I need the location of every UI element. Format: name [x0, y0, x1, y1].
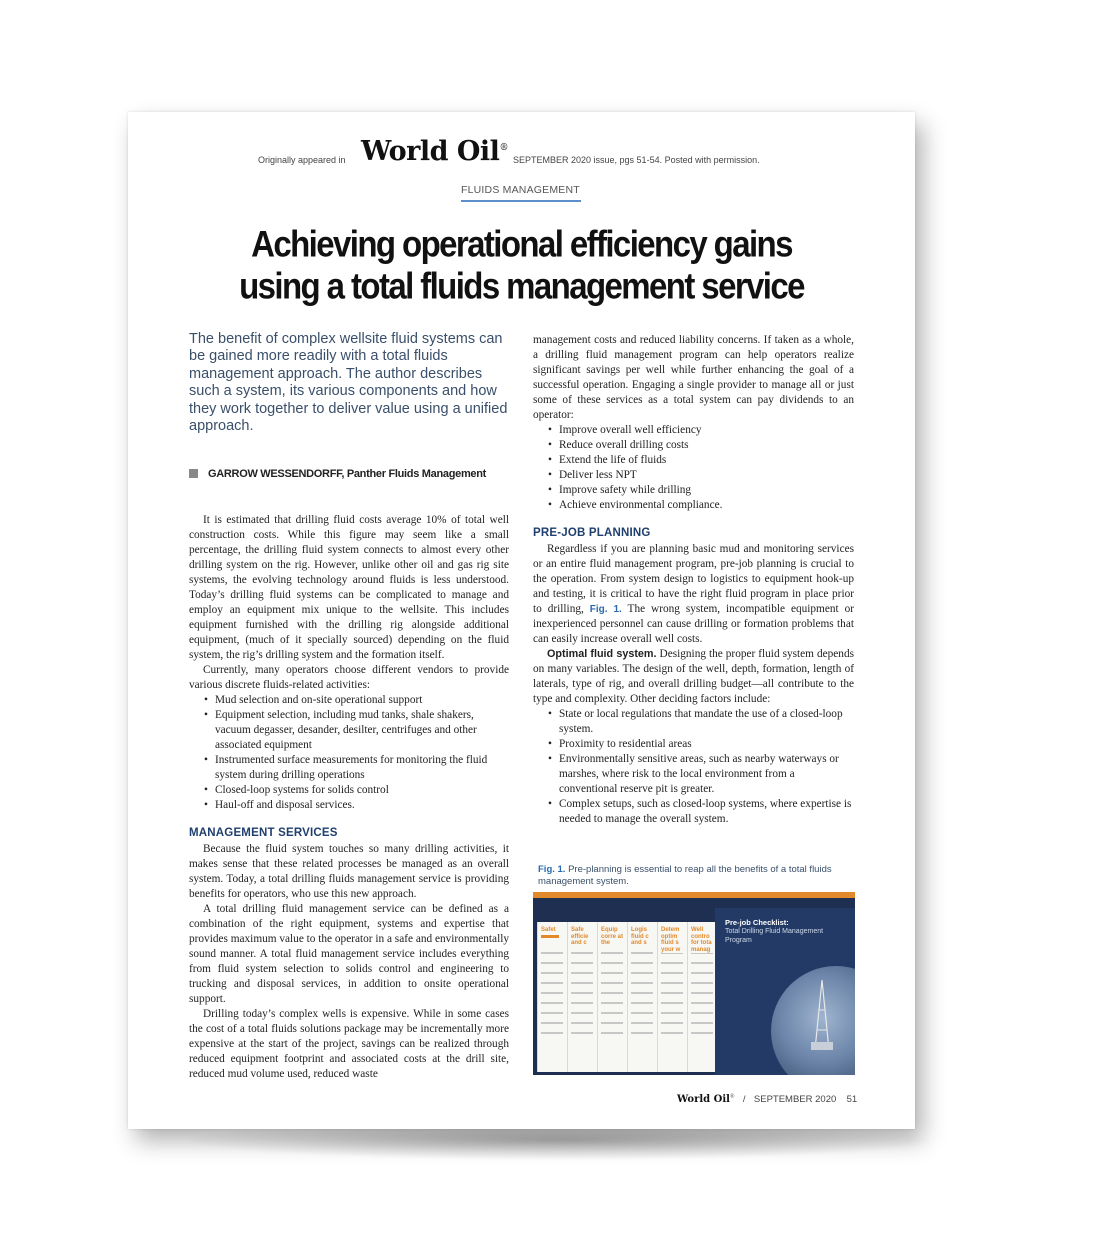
issue-note: SEPTEMBER 2020 issue, pgs 51-54. Posted with permission. [513, 155, 760, 165]
checklist-card [627, 922, 658, 1072]
paragraph: Drilling today’s complex wells is expensive. While in some cases the cost of a total fluids solutions package may be incrementally more expensive at the start of the project, savings can be realized through reduced equipment footprint and associated costs at the drill site, reduced mud volume used, reduced waste [189, 1008, 509, 1080]
run-in-heading: Optimal fluid system. [547, 648, 657, 660]
list-item: • Environmentally sensitive areas, such as nearby waterways or marshes, where risk to the local environment from a conventional reserve pit is greater. [559, 752, 854, 797]
checklist-card [597, 922, 628, 1072]
figure-reference-link[interactable]: Fig. 1. [589, 604, 622, 615]
footer-registered-mark: ® [729, 1094, 735, 1100]
world-oil-logo [361, 136, 508, 167]
originally-appeared-label: Originally appeared in [258, 155, 346, 165]
figure-label: Fig. 1. [538, 864, 566, 875]
paragraph [533, 542, 854, 647]
checklist-subtitle: Total Drilling Fluid Management Program [725, 928, 824, 944]
figure-caption-text: Pre-planning is essential to reap all the benefits of a total fluids management system. [538, 864, 832, 887]
list-item: • Proximity to residential areas [559, 737, 854, 752]
section-label: FLUIDS MANAGEMENT [461, 184, 580, 196]
list-item: • State or local regulations that mandate the use of a closed-loop system. [559, 707, 854, 737]
paragraph: It is estimated that drilling fluid costs average 10% of total well construction costs. While this figure may seem like a small percentage, the drilling fluid system connects to almost every other drilling system on the rig. However, unlike other oil and gas rig site systems, the evolving technology around fluids is less understood. Today’s drilling fluid systems can be complicated to manage and employ an equipment mix unique to the wellsite. This includes equipment furnished with the drilling rig alongside additional equipment, (much of it specially sourced) depending on the fluid system, the rig’s drilling system and the formation itself. [189, 514, 509, 661]
checklist-card-heading: Well contro for tota manag [691, 927, 717, 953]
checklist-card-heading: Equip corre at the [601, 927, 627, 947]
article-title-line-2: using a total fluids management service [239, 265, 804, 307]
byline-square-icon [189, 469, 198, 478]
figure-image [533, 892, 855, 1075]
list-item: • Complex setups, such as closed-loop systems, where expertise is needed to manage the overall system. [559, 797, 854, 827]
list-item: • Instrumented surface measurements for monitoring the fluid system during drilling operations [215, 753, 509, 783]
benefits-list [533, 423, 854, 513]
list-item: • Reduce overall drilling costs [559, 438, 854, 453]
checklist-card [567, 922, 598, 1072]
activities-list [189, 693, 509, 813]
checklist-card-heading: Safe efficie and c [571, 927, 597, 947]
article-title-line-1: Achieving operational efficiency gains [251, 223, 792, 265]
paragraph: Because the fluid system touches so many drilling activities, it makes sense that these related processes be managed as an overall system. Today, a total drilling fluids management service is providing benefits for operators, who use this new approach. [189, 843, 509, 900]
left-column [189, 513, 509, 1082]
figure-orange-bar [533, 892, 855, 898]
checklist-card-heading: Logis fluid c and s [631, 927, 657, 947]
deciding-factors-list [533, 707, 854, 827]
footer-date: SEPTEMBER 2020 [753, 1094, 837, 1106]
world-oil-logo-text: World Oil [361, 136, 500, 167]
list-item: • Mud selection and on-site operational support [215, 693, 509, 708]
checklist-card [687, 922, 718, 1072]
paragraph-text: Designing the proper fluid system depends on many variables. The design of the well, depth, formation, length of laterals, type of rig, and overall drilling budget—all contribute to the type and complexity. Other deciding factors include: [533, 648, 854, 705]
paragraph: management costs and reduced liability concerns. If taken as a whole, a drilling fluid management program can help operators realize significant savings per well while further enhancing the goal of a successful operation. Engaging a single provider to manage all or just some of these services as a total system can pay dividends to an operator: [533, 334, 854, 421]
paragraph [533, 647, 854, 707]
right-column [533, 333, 854, 827]
paragraph: Currently, many operators choose different vendors to provide various discrete fluids-related activities: [189, 664, 509, 691]
list-item: • Equipment selection, including mud tanks, shale shakers, vacuum degasser, desander, desilter, centrifuges and other associated equipment [215, 708, 509, 753]
list-item: • Improve safety while drilling [559, 483, 854, 498]
page-footer [677, 1094, 857, 1105]
list-item: • Haul-off and disposal services. [215, 798, 509, 813]
lead-paragraph: The benefit of complex wellsite fluid systems can be gained more readily with a total fluids management approach. The author describes such a system, its various components and how they work together to deliver value using a unified approach. [189, 331, 508, 435]
checklist-card [657, 922, 688, 1072]
checklist-card [537, 922, 568, 1072]
checklist-card-heading: Safet [541, 927, 567, 934]
paragraph: A total drilling fluid management service can be defined as a combination of the right equipment, systems and expertise that provides maximum value to the operator in a safe and environmentally sound manner. A total fluid management service includes everything from fluid system selection to solids control and engineering to trucking and disposal services, in addition to onsite operational support. [189, 903, 509, 1005]
section-underline [461, 200, 581, 202]
list-item: • Deliver less NPT [559, 468, 854, 483]
list-item: • Extend the life of fluids [559, 453, 854, 468]
checklist-card-heading: Detem optim fluid s your w [661, 927, 687, 953]
registered-mark: ® [499, 143, 508, 153]
author-byline [189, 468, 486, 480]
list-item: • Improve overall well efficiency [559, 423, 854, 438]
paragraph-text: The wrong system, incompatible equipment or inexperienced personnel can cause drilling or formation problems that can easily increase overall well costs. [533, 603, 854, 645]
figure-caption [538, 864, 858, 887]
drilling-rig-icon [811, 980, 833, 1050]
footer-separator: / [742, 1094, 746, 1106]
author-name: GARROW WESSENDORFF, Panther Fluids Management [208, 468, 487, 480]
heading-management-services: MANAGEMENT SERVICES [189, 827, 338, 839]
document-page [128, 112, 915, 1129]
list-item: • Achieve environmental compliance. [559, 498, 854, 513]
page-number: 51 [846, 1094, 858, 1106]
heading-pre-job-planning: PRE-JOB PLANNING [533, 527, 651, 539]
list-item: • Closed-loop systems for solids control [215, 783, 509, 798]
checklist-title: Pre-job Checklist: [725, 918, 789, 927]
paragraph-text: Regardless if you are planning basic mud and monitoring services or an entire fluid management program, pre-job planning is crucial to the operation. From system design to logistics to equipment hook-up and testing, it is critical to have the right fluid program in place prior to drilling, [533, 543, 854, 615]
footer-brand: World Oil [677, 1094, 730, 1106]
